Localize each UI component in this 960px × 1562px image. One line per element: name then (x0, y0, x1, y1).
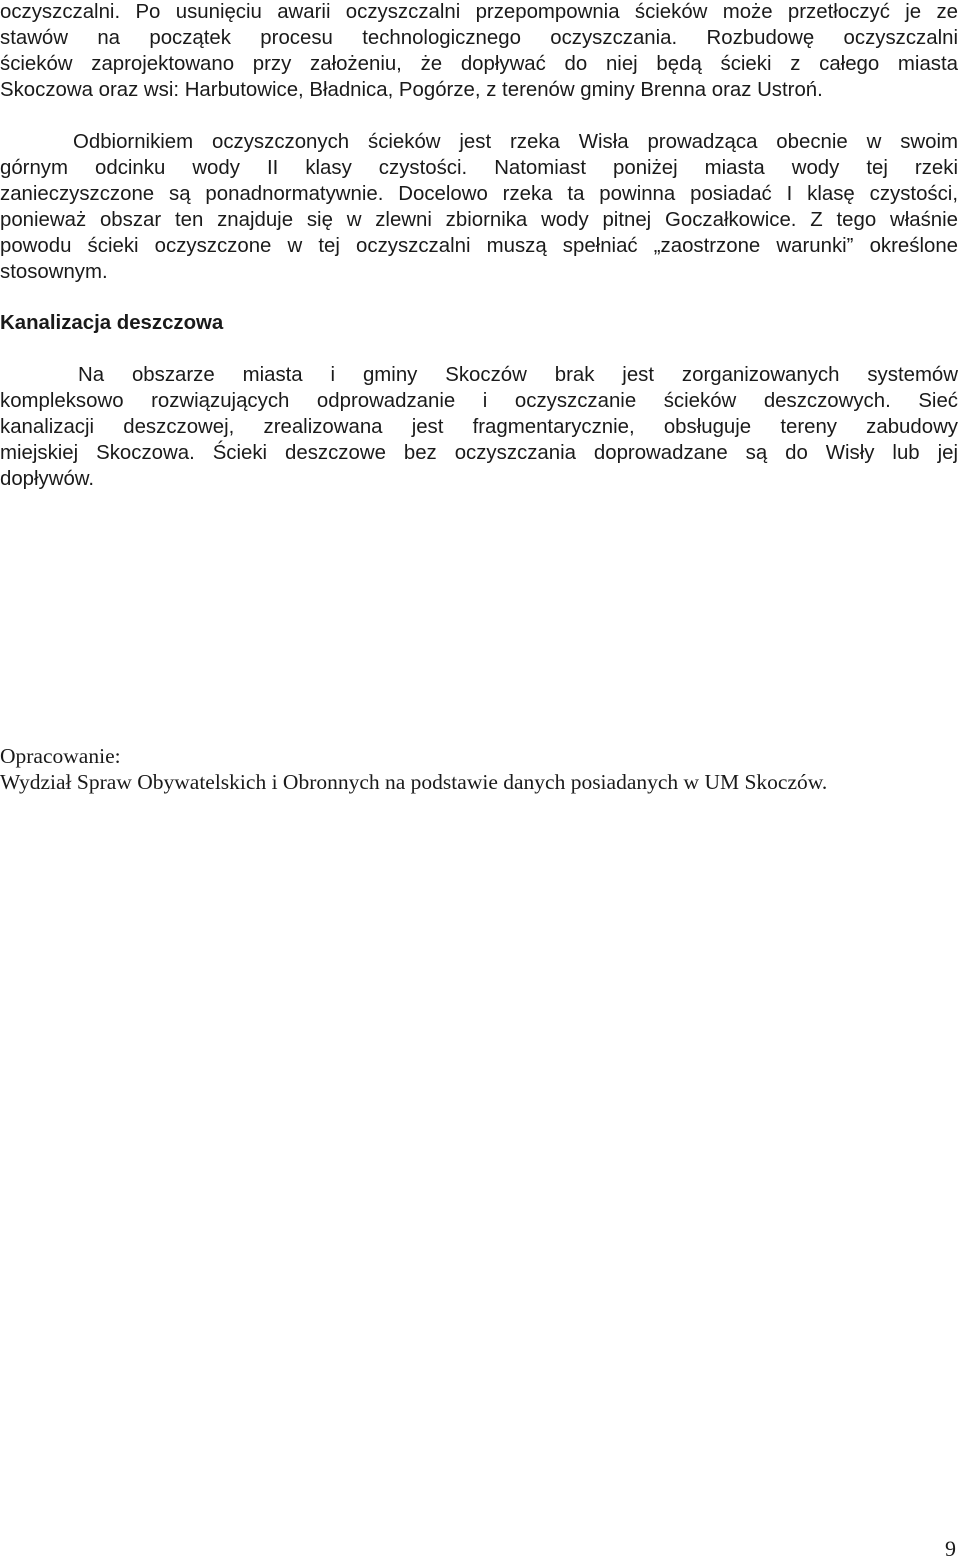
text-line: kompleksowo rozwiązujących odprowadzanie i oczyszczanie ścieków deszczowych. Sieć (0, 390, 958, 412)
text-line: górnym odcinku wody II klasy czystości. Natomiast poniżej miasta wody tej rzeki (0, 157, 958, 179)
text-line: powodu ścieki oczyszczone w tej oczyszczalni muszą spełniać „zaostrzone warunki” określone (0, 235, 958, 257)
footer-note-text: Wydział Spraw Obywatelskich i Obronnych na podstawie danych posiadanych w UM Skoczów. (0, 770, 828, 794)
text-line: stawów na początek procesu technologicznego oczyszczania. Rozbudowę oczyszczalni (0, 27, 958, 49)
footer-note-label: Opracowanie: (0, 744, 121, 768)
paragraph-rainwater (0, 362, 958, 492)
text-line: Skoczowa oraz wsi: Harbutowice, Bładnica, Pogórze, z terenów gminy Brenna oraz Ustroń. (0, 79, 823, 101)
text-line: Na obszarze miasta i gminy Skoczów brak jest zorganizowanych systemów (78, 364, 958, 386)
footer-note (0, 743, 958, 795)
text-line: ponieważ obszar ten znajduje się w zlewni zbiornika wody pitnej Goczałkowice. Z tego właśnie (0, 209, 958, 231)
section-heading: Kanalizacja deszczowa (0, 312, 224, 334)
text-line: Odbiornikiem oczyszczonych ścieków jest rzeka Wisła prowadząca obecnie w swoim (73, 131, 958, 153)
text-line: stosownym. (0, 261, 108, 283)
text-line: oczyszczalni. Po usunięciu awarii oczyszczalni przepompownia ścieków może przetłoczyć je ze (0, 1, 958, 23)
page-number: 9 (945, 1536, 956, 1561)
text-line: dopływów. (0, 468, 95, 490)
text-line: zanieczyszczone są ponadnormatywnie. Docelowo rzeka ta powinna posiadać I klasę czystości, (0, 183, 958, 205)
text-line: kanalizacji deszczowej, zrealizowana jest fragmentarycznie, obsługuje tereny zabudowy (0, 416, 958, 438)
paragraph-receiver (0, 129, 958, 285)
text-line: ścieków zaprojektowano przy założeniu, że dopływać do niej będą ścieki z całego miasta (0, 53, 958, 75)
paragraph-continuation (0, 0, 958, 103)
text-line: miejskiej Skoczowa. Ścieki deszczowe bez oczyszczania doprowadzane są do Wisły lub jej (0, 442, 958, 464)
